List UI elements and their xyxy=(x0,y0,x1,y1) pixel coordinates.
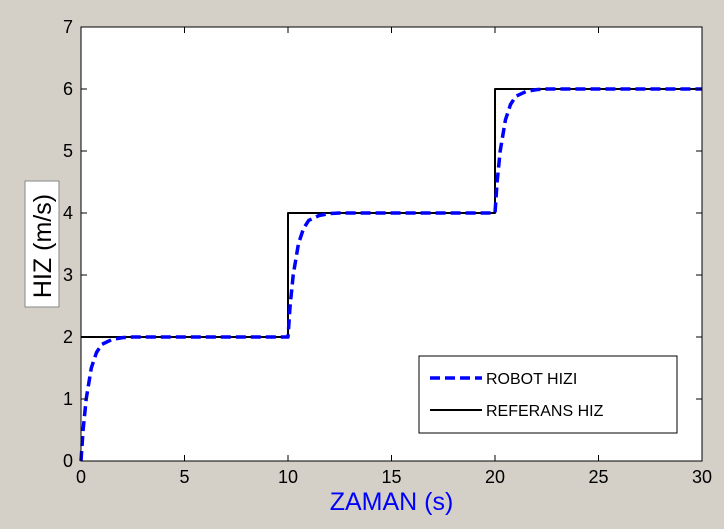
y-tick-label: 6 xyxy=(62,79,73,99)
x-tick-label: 25 xyxy=(588,467,609,487)
x-tick-label: 20 xyxy=(484,467,506,487)
x-axis-label: ZAMAN (s) xyxy=(329,488,454,516)
x-tick-label: 30 xyxy=(691,467,713,487)
y-tick-label: 0 xyxy=(62,451,73,471)
y-tick-label: 5 xyxy=(62,141,73,161)
y-tick-label: 4 xyxy=(62,203,73,223)
y-tick-label: 1 xyxy=(62,389,73,409)
x-tick-label: 15 xyxy=(381,467,402,487)
y-tick-label: 7 xyxy=(62,17,73,37)
legend-label-reference: REFERANS HIZ xyxy=(486,403,604,420)
y-axis-label: HIZ (m/s) xyxy=(29,193,57,299)
y-tick-label: 3 xyxy=(62,265,73,285)
x-tick-label: 10 xyxy=(277,467,299,487)
legend-label-robot: ROBOT HIZI xyxy=(486,371,578,388)
legend-box xyxy=(419,356,677,433)
x-tick-label: 5 xyxy=(179,467,190,487)
legend xyxy=(419,356,677,433)
y-tick-label: 2 xyxy=(62,327,73,347)
x-tick-label: 0 xyxy=(75,467,87,487)
